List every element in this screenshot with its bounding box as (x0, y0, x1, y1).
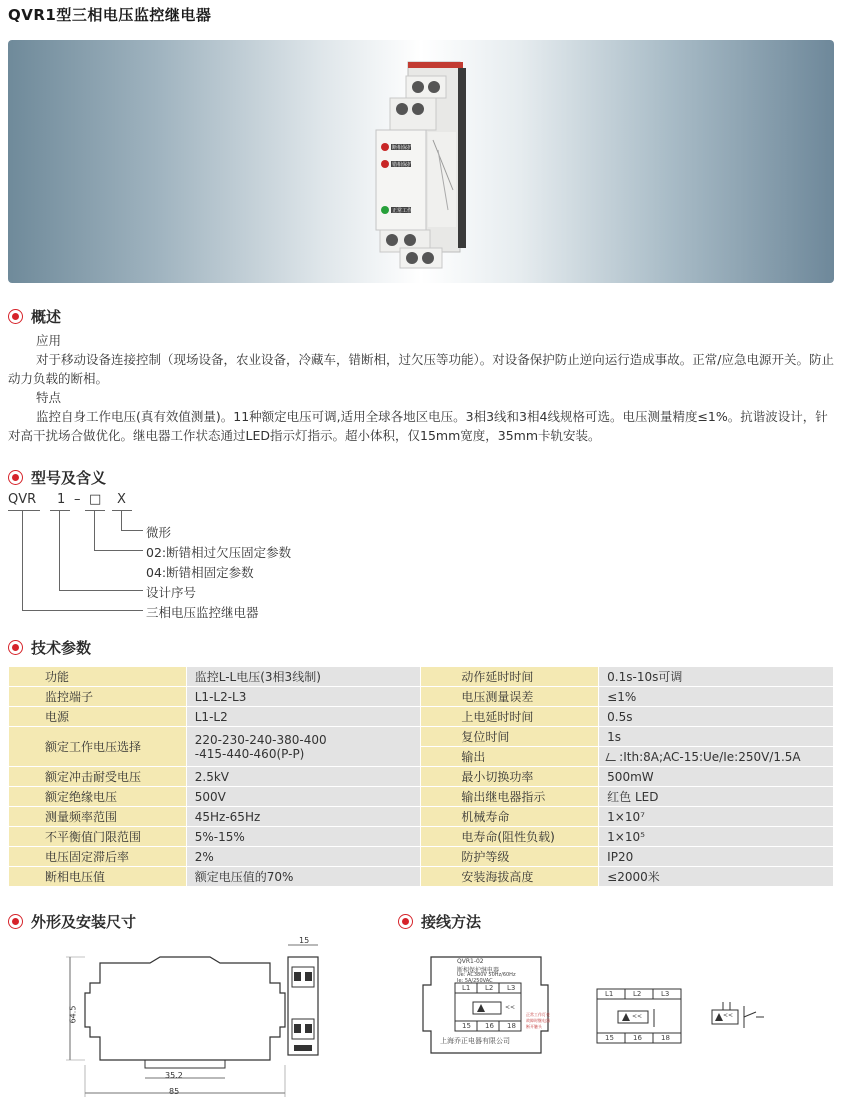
section-dimensions (8, 911, 136, 932)
param-value: 2% (186, 847, 421, 867)
param-value: 1×10⁵ (599, 827, 834, 847)
dim-height: 64.5 (68, 1005, 78, 1024)
section-title: 接线方法 (421, 913, 482, 931)
terminal-symbol: << (632, 1013, 643, 1020)
param-key: 电源 (9, 707, 187, 727)
contact-icon (606, 753, 619, 761)
wiring-model: QVR1-02 (457, 958, 484, 965)
terminal-l3: L3 (661, 990, 670, 998)
param-value: 0.1s-10s可调 (599, 667, 834, 687)
table-row (9, 667, 834, 687)
param-value: 2.5kV (186, 767, 421, 787)
param-value: 5%-15% (186, 827, 421, 847)
model-desc-x: 微形 (146, 525, 172, 540)
model-part-1: 1 (57, 492, 66, 507)
bullet-icon (8, 309, 23, 324)
relay-symbol-diagram (710, 1000, 766, 1032)
terminal-18: 18 (661, 1034, 670, 1042)
model-part-box: □ (89, 492, 102, 507)
app-label: 应用 (36, 333, 62, 348)
param-key: 额定工作电压选择 (9, 727, 187, 767)
param-key: 额定冲击耐受电压 (9, 767, 187, 787)
param-value: IP20 (599, 847, 834, 867)
param-value: 45Hz-65Hz (186, 807, 421, 827)
param-value (599, 747, 834, 767)
model-part-qvr: QVR (8, 492, 37, 507)
param-value: 500mW (599, 767, 834, 787)
model-desc-serial: 设计序号 (146, 585, 197, 600)
wiring-note2: 故障时继电器 (526, 1018, 550, 1023)
wiring-term-l1: L1 (462, 984, 471, 992)
table-row (9, 707, 834, 727)
wiring-term-l2: L2 (485, 984, 494, 992)
model-desc-02: 02:断错相过欠压固定参数 (146, 545, 292, 560)
table-row (9, 827, 834, 847)
param-key: 防护等级 (421, 847, 599, 867)
wiring-term-18: 18 (507, 1022, 516, 1030)
product-banner (8, 40, 834, 283)
param-key: 额定绝缘电压 (9, 787, 187, 807)
terminal-15: 15 (605, 1034, 614, 1042)
param-value-line: 220-230-240-380-400 (194, 732, 327, 747)
feat-text: 监控自身工作电压(真有效值测量)。11种额定电压可调,适用全球各地区电压。3相3线和3相4线规格可选。电压测量精度≤1%。抗谐波设计，针对高干扰场合做优化。继电器工作状态通过LED指示灯指示。超小体积，仅15mm宽度，35mm卡轨安装。 (8, 409, 828, 443)
param-value-line: -415-440-460(P-P) (194, 746, 305, 761)
param-key: 测量频率范围 (9, 807, 187, 827)
param-value: ≤1% (599, 687, 834, 707)
section-title: 外形及安装尺寸 (31, 913, 137, 931)
param-key: 输出继电器指示 (421, 787, 599, 807)
wiring-symbol: << (505, 1004, 516, 1011)
bullet-icon (8, 914, 23, 929)
app-text: 对于移动设备连接控制（现场设备，农业设备，冷藏车，错断相，过欠压等功能）。对设备保护防止逆向运行造成事故。正常/应急电源开关。防止动力负载的断相。 (8, 352, 834, 386)
led-label-3: 正常工作 (392, 208, 413, 214)
section-title: 型号及含义 (31, 469, 107, 487)
table-row (9, 787, 834, 807)
param-key: 电压测量误差 (421, 687, 599, 707)
terminal-l1: L1 (605, 990, 614, 998)
param-value: 500V (186, 787, 421, 807)
wiring-sub2: Ue: AC380V 50Hz/60Hz (457, 972, 516, 978)
terminal-16: 16 (633, 1034, 642, 1042)
wiring-term-16: 16 (485, 1022, 494, 1030)
table-row (9, 767, 834, 787)
wiring-sub3: Ie: 5A/250VAC (457, 978, 493, 984)
led-label-1: 断相保护 (392, 145, 413, 151)
dim-rail: 35.2 (165, 1071, 183, 1080)
param-value: 1×10⁷ (599, 807, 834, 827)
param-value: 额定电压值的70% (186, 867, 421, 887)
wiring-maker: 上海乔正电器有限公司 (440, 1037, 510, 1045)
param-key: 安装海拔高度 (421, 867, 599, 887)
param-key: 最小切换功率 (421, 767, 599, 787)
bullet-icon (8, 470, 23, 485)
param-value: 1s (599, 727, 834, 747)
spec-table (8, 666, 834, 887)
table-row (9, 807, 834, 827)
model-dash: – (74, 492, 81, 507)
param-key: 动作延时时间 (421, 667, 599, 687)
relay-product-image (8, 40, 834, 283)
param-value (186, 727, 421, 767)
model-desc-04: 04:断错相固定参数 (146, 565, 254, 580)
param-value: 红色 LED (599, 787, 834, 807)
param-value: 0.5s (599, 707, 834, 727)
wiring-note1: 正常工作灯亮 (526, 1012, 550, 1017)
symbol-label: << (723, 1012, 734, 1019)
bullet-icon (398, 914, 413, 929)
section-model (8, 467, 106, 488)
side-view-drawing (283, 937, 328, 1067)
param-key: 功能 (9, 667, 187, 687)
page-title: QVR1型三相电压监控继电器 (8, 6, 212, 24)
section-params (8, 637, 91, 658)
param-value: ≤2000米 (599, 867, 834, 887)
param-key: 监控端子 (9, 687, 187, 707)
param-key: 复位时间 (421, 727, 599, 747)
table-row (9, 727, 834, 747)
table-row (9, 847, 834, 867)
bullet-icon (8, 640, 23, 655)
section-title: 技术参数 (31, 639, 92, 657)
param-key: 电压固定滞后率 (9, 847, 187, 867)
param-key: 上电延时时间 (421, 707, 599, 727)
section-title: 概述 (31, 308, 62, 326)
model-desc-qvr: 三相电压监控继电器 (146, 605, 259, 620)
param-key: 机械寿命 (421, 807, 599, 827)
leader-line (22, 510, 143, 611)
model-part-x: X (117, 492, 126, 507)
table-row (9, 867, 834, 887)
param-key: 电寿命(阻性负载) (421, 827, 599, 847)
wiring-sub1: 断相保护继电器 (457, 967, 500, 974)
param-key: 输出 (421, 747, 599, 767)
feat-label: 特点 (36, 390, 62, 405)
led-label-2: 错相保护 (392, 162, 413, 168)
terminal-l2: L2 (633, 990, 642, 998)
table-row (9, 687, 834, 707)
section-overview (8, 306, 61, 327)
param-value: L1-L2 (186, 707, 421, 727)
param-key: 断相电压值 (9, 867, 187, 887)
param-value: L1-L2-L3 (186, 687, 421, 707)
param-key: 不平衡值门限范围 (9, 827, 187, 847)
param-value: 监控L-L电压(3相3线制) (186, 667, 421, 687)
wiring-term-l3: L3 (507, 984, 516, 992)
section-wiring (398, 911, 481, 932)
output-rating: :Ith:8A;AC-15:Ue/Ie:250V/1.5A (619, 749, 801, 764)
dim-width: 85 (169, 1087, 180, 1096)
wiring-note3: 断开触头 (526, 1024, 542, 1029)
overview-text (8, 331, 834, 445)
wiring-term-15: 15 (462, 1022, 471, 1030)
dim-side-width: 15 (299, 936, 310, 945)
